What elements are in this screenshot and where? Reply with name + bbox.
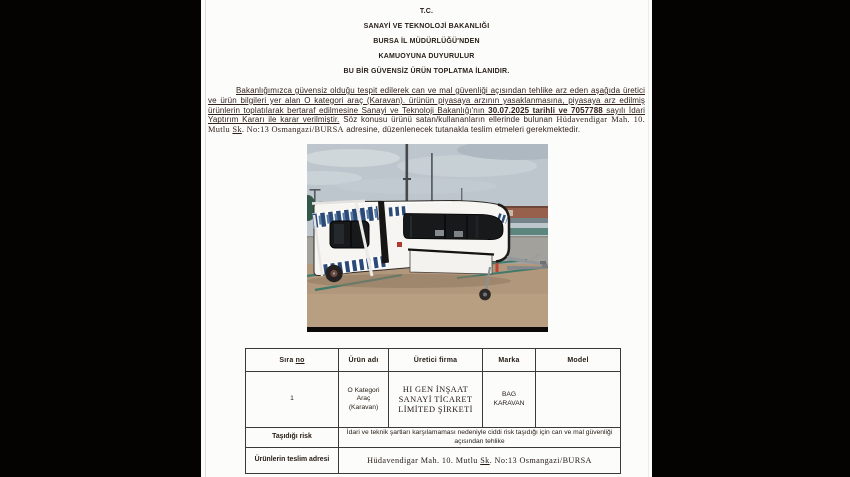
notice-address-sk: Sk — [232, 125, 242, 135]
header-line-announcement: KAMUOYUNA DUYURULUR — [378, 53, 475, 60]
delivery-address-part1: Hüdavendigar Mah. 10. Mutlu — [367, 456, 481, 465]
table-row — [246, 372, 621, 428]
col-header-model: Model — [536, 349, 621, 372]
col-header-sira-prefix: Sıra — [279, 356, 296, 364]
recall-table — [245, 348, 621, 474]
document-header — [201, 4, 652, 79]
notice-plain-part2: adresine, düzenlenecek tutanakla teslim etmeleri gerekmektedir. — [343, 125, 581, 135]
cell-uretici-firma: HI GEN İNŞAAT SANAYİ TİCARET LİMİTED ŞİRKETİ — [389, 372, 483, 428]
notice-address-part1: Hüdavendigar Mah. 10. Mutlu — [208, 115, 645, 135]
cell-model — [536, 372, 621, 428]
delivery-address-row — [246, 448, 621, 474]
col-header-sira-no-underlined: no — [295, 356, 305, 364]
document-page — [201, 0, 652, 477]
delivery-address-label: Ürünlerin teslim adresi — [246, 448, 339, 474]
notice-plain-part1: Söz konusu ürünü satan/kullananların ellerinde bulunan — [339, 115, 557, 125]
notice-address-part2: . No:13 Osmangazi/BURSA — [241, 125, 344, 135]
risk-value: İdari ve teknik şartları karşılamaması nedeniyle ciddi risk taşıdığı için can ve mal güvenliği açısından tehlike — [339, 428, 621, 448]
photo-caravan-logo — [397, 242, 402, 247]
delivery-address-sk: Sk — [480, 456, 490, 465]
col-header-uretici-firma: Üretici firma — [389, 349, 483, 372]
header-line-tc: T.C. — [419, 8, 434, 15]
risk-label: Taşıdığı risk — [246, 428, 339, 448]
notice-underlined-part1: Bakanlığımızca güvensiz olduğu tespit edilerek can ve mal güvenliği açısından tehlike arz eden aşağıda üretici ve ürün bilgileri yer alan O kategori araç (Karavan). ürünün piyasaya arzının yasaklanmasına, piyasaya arz edilmiş ürünlerin toplatılarak bertaraf edilmesine Sanayi ve Teknoloji Bakanlığı'nın — [208, 86, 645, 115]
header-line-recall-title: BU BİR GÜVENSİZ ÜRÜN TOPLATMA İLANIDIR. — [343, 68, 510, 75]
photo-bottom-bar — [307, 327, 548, 332]
notice-underlined-part2: sayılı İdari Yaptırım Kararı ile karar verilmiştir. — [208, 105, 645, 125]
notice-paragraph — [208, 86, 645, 135]
caravan-photo — [307, 144, 548, 332]
header-line-ministry: SANAYİ VE TEKNOLOJİ BAKANLIĞI — [363, 23, 490, 30]
header-line-directorate: BURSA İL MÜDÜRLÜĞÜ'NDEN — [373, 38, 480, 45]
delivery-address-value — [339, 448, 621, 474]
col-header-sira-no — [246, 349, 339, 372]
risk-row — [246, 428, 621, 448]
col-header-marka: Marka — [483, 349, 536, 372]
cell-marka: BAG KARAVAN — [483, 372, 536, 428]
table-header-row — [246, 349, 621, 372]
delivery-address-part2: . No:13 Osmangazi/BURSA — [489, 456, 592, 465]
cell-urun-adi: O Kategori Araç (Karavan) — [339, 372, 389, 428]
notice-decision-date-number: 30.07.2025 tarihli ve 7057788 — [488, 105, 603, 115]
photo-caravan-front-window — [404, 214, 504, 240]
col-header-urun-adi: Ürün adı — [339, 349, 389, 372]
photo-light-pole — [406, 144, 409, 208]
cell-sira-no: 1 — [246, 372, 339, 428]
